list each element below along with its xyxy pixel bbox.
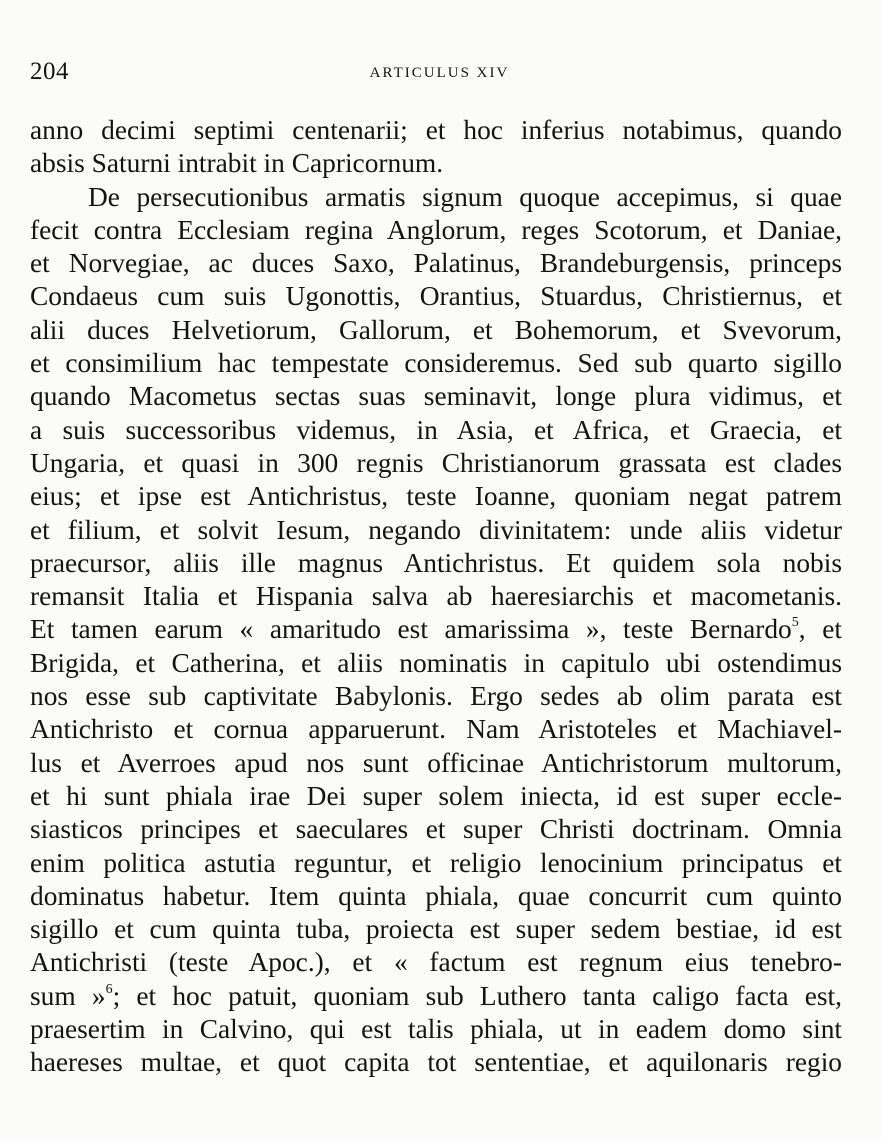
text-line: Et tamen earum « amaritudo est amarissima », teste Bernardo$^5$, et <box>30 614 842 645</box>
text-line: Condaeus cum suis Ugonottis, Orantius, Stuardus, Christiernus, et <box>30 281 842 312</box>
footnote-marker: 6 <box>105 981 113 997</box>
text-line: lus et Averroes apud nos sunt officinae Antichristorum multorum, <box>30 747 842 778</box>
text-line: sigillo et cum quinta tuba, proiecta est super sedem bestiae, id est <box>30 914 842 945</box>
text-line: eius; et ipse est Antichristus, teste Ioanne, quoniam negat patrem <box>30 481 842 512</box>
text-line: et hi sunt phiala irae Dei super solem iniecta, id est super eccle- <box>30 780 842 811</box>
text-line: sum »$^6$; et hoc patuit, quoniam sub Luthero tanta caligo facta est, <box>30 980 842 1011</box>
text-line: quando Macometus sectas suas seminavit, longe plura vidimus, et <box>30 381 842 412</box>
body-text <box>30 114 842 1080</box>
text-line: De persecutionibus armatis signum quoque accepimus, si quae <box>88 181 842 212</box>
text-line: remansit Italia et Hispania salva ab haeresiarchis et macometanis. <box>30 581 842 612</box>
text-line: Antichristi (teste Apoc.), et « factum est regnum eius tenebro- <box>30 947 842 978</box>
text-line: anno decimi septimi centenarii; et hoc inferius notabimus, quando <box>30 115 842 145</box>
text-line: absis Saturni intrabit in Capricornum. <box>30 148 444 179</box>
text-line: dominatus habetur. Item quinta phiala, quae concurrit cum quinto <box>30 880 842 911</box>
text-line: Ungaria, et quasi in 300 regnis Christianorum grassata est clades <box>30 447 842 478</box>
text-line: a suis successoribus videmus, in Asia, et Africa, et Graecia, et <box>30 414 842 445</box>
text-line: nos esse sub captivitate Babylonis. Ergo sedes ab olim parata est <box>30 681 842 712</box>
footnote-marker: 5 <box>791 615 799 631</box>
text-line: praecursor, aliis ille magnus Antichristus. Et quidem sola nobis <box>30 547 842 578</box>
text-line: Antichristo et cornua apparuerunt. Nam Aristoteles et Machiavel- <box>30 714 842 745</box>
text-line: alii duces Helvetiorum, Gallorum, et Bohemorum, et Svevorum, <box>30 314 842 345</box>
text-line: et filium, et solvit Iesum, negando divinitatem: unde aliis videtur <box>30 514 842 545</box>
text-line: enim politica astutia reguntur, et religio lenocinium principatus et <box>30 847 842 878</box>
text-line: praesertim in Calvino, qui est talis phiala, ut in eadem domo sint <box>30 1014 842 1045</box>
page-number: 204 <box>30 58 69 85</box>
text-line: haereses multae, et quot capita tot sententiae, et aquilonaris regio <box>30 1047 842 1078</box>
text-line: Brigida, et Catherina, et aliis nominatis in capitulo ubi ostendimus <box>30 647 842 678</box>
running-head: ARTICULUS XIV <box>369 65 510 81</box>
text-line: et Norvegiae, ac duces Saxo, Palatinus, Brandeburgensis, princeps <box>30 248 842 279</box>
text-line: et consimilium hac tempestate consideremus. Sed sub quarto sigillo <box>30 348 842 379</box>
text-line: fecit contra Ecclesiam regina Anglorum, reges Scotorum, et Daniae, <box>30 214 842 245</box>
page-header <box>30 58 849 92</box>
text-line: siasticos principes et saeculares et super Christi doctrinam. Omnia <box>30 814 842 845</box>
